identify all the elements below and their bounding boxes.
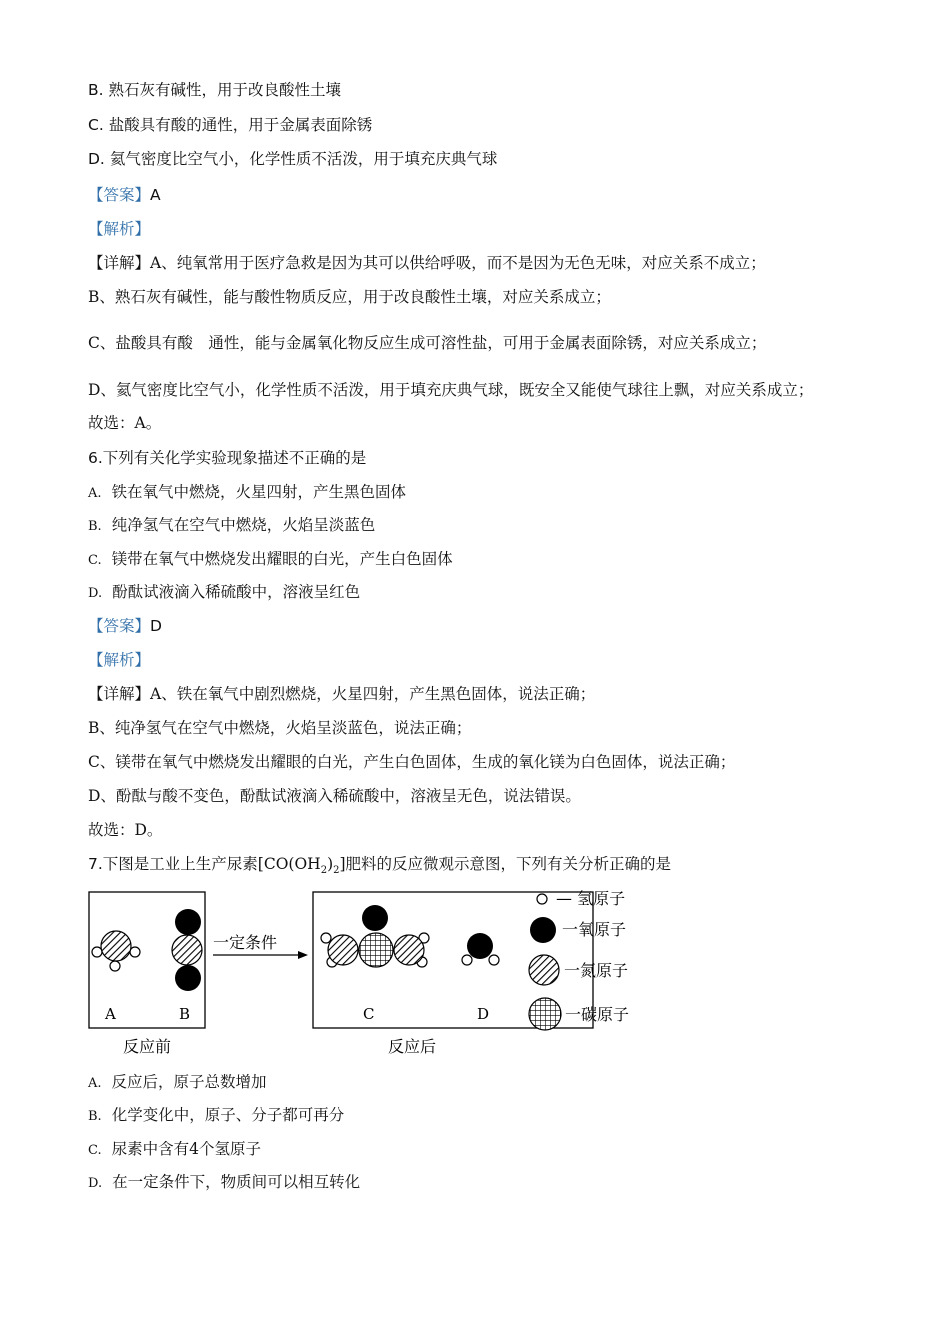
detail-tag: 【详解】 bbox=[88, 685, 151, 703]
option-letter: D. bbox=[88, 1176, 103, 1191]
detail-text: C、盐酸具有酸 通性，能与金属氧化物反应生成可溶性盐，可用于金属表面除锈，对应关系成立； bbox=[88, 334, 767, 352]
q6-option-d bbox=[88, 581, 360, 605]
analysis-tag: 【解析】 bbox=[88, 651, 151, 669]
conclusion-text: 故选：D。 bbox=[88, 821, 163, 839]
question-stem-part: 下图是工业上生产尿素[CO(OH bbox=[102, 855, 321, 873]
option-text: 酚酞试液滴入稀硫酸中，溶液呈红色 bbox=[112, 583, 361, 601]
legend-oxygen-label: 一氧原子 bbox=[562, 920, 627, 939]
label-b: B bbox=[179, 1005, 191, 1023]
q7-option-d bbox=[88, 1171, 360, 1195]
option-letter: A. bbox=[88, 1076, 102, 1091]
option-text: 纯净氢气在空气中燃烧，火焰呈淡蓝色 bbox=[111, 516, 376, 534]
option-letter: A. bbox=[88, 486, 102, 501]
option-text: 盐酸具有酸的通性，用于金属表面除锈 bbox=[108, 116, 373, 134]
q7-option-c bbox=[88, 1138, 261, 1162]
molecule-a-ammonia bbox=[92, 931, 140, 971]
subscript: 2 bbox=[320, 865, 328, 877]
molecule-c-urea bbox=[321, 905, 429, 967]
option-letter: C. bbox=[88, 116, 104, 134]
question-stem-part: ) bbox=[327, 855, 334, 873]
q6-detail-2 bbox=[88, 717, 471, 739]
detail-text: A、纯氧常用于医疗急救是因为其可以供给呼吸，而不是因为无色无味，对应关系不成立； bbox=[150, 254, 766, 272]
detail-text: B、熟石灰有碱性，能与酸性物质反应，用于改良酸性土壤，对应关系成立； bbox=[88, 288, 611, 306]
detail-tag: 【详解】 bbox=[88, 254, 151, 272]
caption-after: 反应后 bbox=[388, 1037, 437, 1056]
question-number: 7. bbox=[88, 855, 103, 873]
option-text: 在一定条件下，物质间可以相互转化 bbox=[112, 1173, 361, 1191]
q6-answer bbox=[88, 615, 162, 637]
q5-detail-2 bbox=[88, 286, 611, 308]
caption-before: 反应前 bbox=[123, 1037, 172, 1056]
q5-conclusion bbox=[88, 412, 161, 434]
detail-text: B、纯净氢气在空气中燃烧，火焰呈淡蓝色，说法正确； bbox=[88, 719, 472, 737]
analysis-tag: 【解析】 bbox=[88, 220, 151, 238]
question-number: 6. bbox=[88, 449, 103, 467]
q5-option-d bbox=[88, 148, 497, 170]
molecule-b-carbon-dioxide bbox=[172, 909, 202, 991]
q6-detail-3 bbox=[88, 751, 735, 773]
arrow-head bbox=[298, 951, 308, 959]
reaction-diagram bbox=[80, 880, 660, 1060]
q6-option-c bbox=[88, 548, 453, 572]
legend-oxygen-icon bbox=[530, 917, 556, 943]
q6-detail-1 bbox=[88, 683, 595, 705]
option-text: 尿素中含有4个氢原子 bbox=[111, 1140, 261, 1158]
option-letter: B. bbox=[88, 1109, 102, 1124]
detail-text: C、镁带在氧气中燃烧发出耀眼的白光，产生白色固体，生成的氧化镁为白色固体，说法正确； bbox=[88, 753, 736, 771]
q6-conclusion bbox=[88, 819, 162, 841]
legend-hydrogen-label: — 氢原子 bbox=[556, 889, 626, 908]
label-c: C bbox=[363, 1005, 375, 1023]
legend bbox=[529, 889, 629, 1030]
detail-text: D、氦气密度比空气小，化学性质不活泼，用于填充庆典气球，既安全又能使气球往上飘，对应关系成立； bbox=[88, 381, 814, 399]
label-d: D bbox=[477, 1005, 490, 1023]
q5-answer bbox=[88, 184, 161, 206]
label-a: A bbox=[105, 1005, 116, 1023]
option-text: 铁在氧气中燃烧，火星四射，产生黑色固体 bbox=[111, 483, 407, 501]
q6-stem bbox=[88, 447, 366, 469]
q7-stem bbox=[88, 853, 671, 882]
legend-carbon-icon bbox=[529, 998, 561, 1030]
option-text: 镁带在氧气中燃烧发出耀眼的白光，产生白色固体 bbox=[111, 550, 453, 568]
q7-option-a bbox=[88, 1071, 267, 1095]
detail-text: D、酚酞与酸不变色，酚酞试液滴入稀硫酸中，溶液呈无色，说法错误。 bbox=[88, 787, 581, 805]
q6-option-b bbox=[88, 514, 375, 538]
answer-value: D bbox=[150, 617, 162, 635]
q6-option-a bbox=[88, 481, 406, 505]
question-stem-part: ]肥料的反应微观示意图，下列有关分析正确的是 bbox=[339, 855, 672, 873]
q5-detail-3 bbox=[88, 332, 766, 354]
legend-nitrogen-label: 一氮原子 bbox=[564, 961, 629, 980]
q6-detail-4 bbox=[88, 785, 581, 807]
q5-option-b bbox=[88, 79, 341, 101]
q5-detail-4 bbox=[88, 379, 813, 401]
molecule-d-water bbox=[462, 933, 499, 965]
option-letter: B. bbox=[88, 81, 104, 99]
detail-text: A、铁在氧气中剧烈燃烧，火星四射，产生黑色固体，说法正确； bbox=[150, 685, 596, 703]
option-text: 反应后，原子总数增加 bbox=[111, 1073, 267, 1091]
legend-hydrogen-icon bbox=[537, 894, 547, 904]
subscript: 2 bbox=[333, 865, 340, 877]
legend-carbon-label: 一碳原子 bbox=[565, 1005, 630, 1024]
q5-detail-1 bbox=[88, 252, 766, 274]
option-text: 化学变化中，原子、分子都可再分 bbox=[111, 1106, 345, 1124]
option-letter: C. bbox=[88, 553, 102, 568]
option-letter: C. bbox=[88, 1143, 102, 1158]
answer-tag: 【答案】 bbox=[88, 186, 151, 204]
option-letter: B. bbox=[88, 519, 102, 534]
arrow-label: 一定条件 bbox=[213, 933, 278, 952]
q7-option-b bbox=[88, 1104, 344, 1128]
q6-analysis-tag bbox=[88, 649, 150, 671]
conclusion-text: 故选：A。 bbox=[88, 414, 162, 432]
option-text: 熟石灰有碱性，用于改良酸性土壤 bbox=[108, 81, 342, 99]
question-stem: 下列有关化学实验现象描述不正确的是 bbox=[102, 449, 367, 467]
option-letter: D. bbox=[88, 150, 105, 168]
option-text: 氦气密度比空气小，化学性质不活泼，用于填充庆典气球 bbox=[109, 150, 498, 168]
q5-option-c bbox=[88, 114, 372, 136]
option-letter: D. bbox=[88, 586, 103, 601]
q5-analysis-tag bbox=[88, 218, 150, 240]
legend-nitrogen-icon bbox=[529, 955, 559, 985]
answer-tag: 【答案】 bbox=[88, 617, 151, 635]
answer-value: A bbox=[150, 186, 161, 204]
